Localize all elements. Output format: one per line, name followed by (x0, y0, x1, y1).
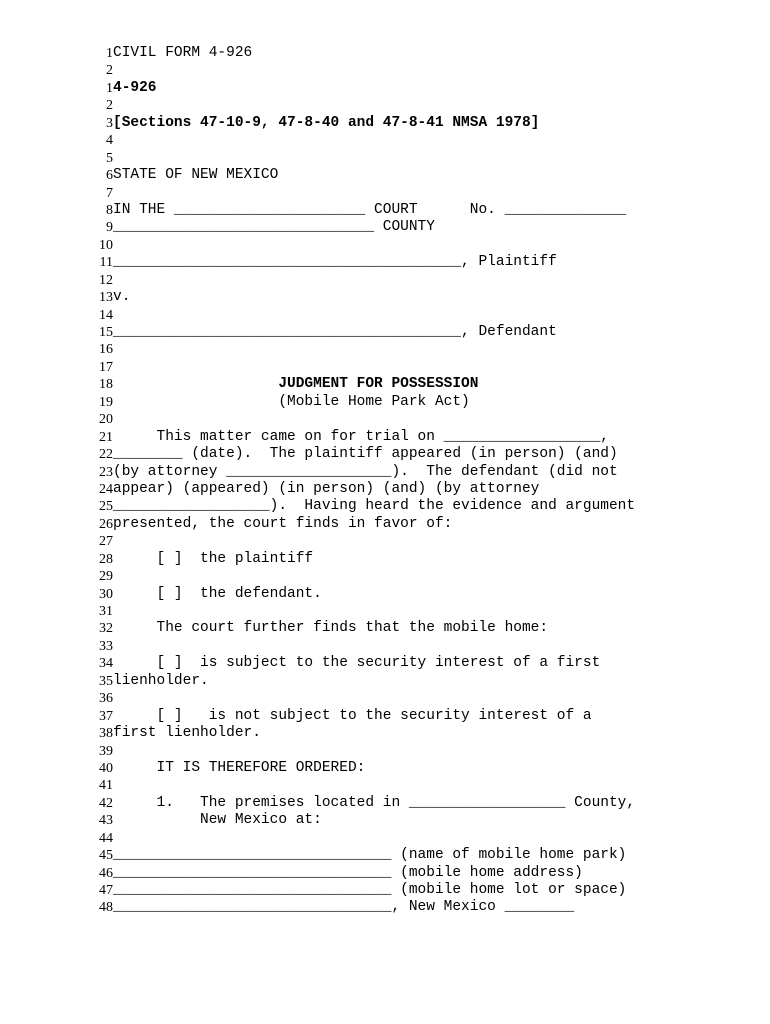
form-line (0, 254, 770, 271)
line-number: 33 (99, 638, 113, 654)
line-number: 4 (106, 133, 113, 149)
line-text: __________________). Having heard the evidence and argument (113, 498, 636, 515)
form-line (0, 289, 770, 306)
form-line (0, 725, 770, 742)
line-number: 9 (106, 220, 113, 236)
line-number: 15 (99, 325, 113, 340)
form-line (0, 359, 770, 376)
form-line (0, 638, 770, 655)
line-text: first lienholder. (113, 725, 261, 742)
line-number: 37 (99, 708, 113, 724)
form-line (0, 429, 770, 446)
form-line (0, 185, 770, 202)
form-line (0, 882, 770, 899)
line-number: 2 (106, 98, 113, 114)
form-line (0, 620, 770, 637)
form-line (0, 865, 770, 882)
line-number: 34 (99, 656, 113, 672)
form-line (0, 812, 770, 829)
line-text: IN THE ______________________ COURT No. ______________ (113, 201, 627, 218)
line-text: lienholder. (113, 672, 209, 689)
line-number: 19 (99, 394, 113, 410)
form-line (0, 586, 770, 603)
line-number: 46 (99, 865, 113, 881)
line-number: 18 (99, 377, 113, 393)
line-text: (by attorney ___________________). The defendant (did not (113, 463, 618, 480)
form-line (0, 80, 770, 97)
form-line (0, 464, 770, 481)
line-text: The court further finds that the mobile home: (113, 620, 549, 637)
form-line (0, 690, 770, 707)
line-number: 44 (99, 830, 113, 846)
form-line (0, 533, 770, 550)
line-number: 45 (99, 848, 113, 864)
line-text: ________________________________ (name of mobile home park) (113, 847, 627, 864)
line-number: 1 (106, 46, 113, 61)
line-text: 1. The premises located in __________________ County, (113, 794, 636, 811)
line-text: ________ (date). The plaintiff appeared (in person) (and) (113, 446, 618, 463)
line-text: ________________________________________, Plaintiff (113, 254, 557, 271)
line-number: 39 (99, 743, 113, 759)
line-number: 10 (99, 237, 113, 253)
form-line (0, 568, 770, 585)
form-line (0, 795, 770, 812)
line-number: 30 (99, 586, 113, 602)
form-line (0, 655, 770, 672)
form-line (0, 743, 770, 760)
form-line (0, 708, 770, 725)
form-line (0, 830, 770, 847)
form-line (0, 446, 770, 463)
form-line (0, 202, 770, 219)
line-number: 5 (106, 150, 113, 166)
line-number: 48 (99, 900, 113, 916)
line-number: 40 (99, 760, 113, 776)
form-line (0, 516, 770, 533)
line-number: 6 (106, 168, 113, 184)
form-line (0, 777, 770, 794)
line-number: 28 (99, 551, 113, 567)
line-number: 22 (99, 447, 113, 463)
form-line (0, 847, 770, 864)
line-number: 35 (99, 673, 113, 689)
line-text: This matter came on for trial on __________________, (113, 428, 609, 445)
form-line (0, 272, 770, 289)
line-text: [Sections 47-10-9, 47-8-40 and 47-8-41 NMSA 1978] (113, 114, 540, 131)
line-number: 1 (106, 80, 113, 96)
form-line (0, 115, 770, 132)
form-line (0, 603, 770, 620)
line-number: 17 (99, 359, 113, 375)
line-number: 2 (106, 63, 113, 79)
line-text: [ ] the defendant. (113, 585, 322, 602)
line-text: 4-926 (113, 79, 157, 96)
form-line (0, 307, 770, 324)
line-number: 7 (106, 185, 113, 201)
line-number: 31 (99, 604, 113, 619)
line-text: STATE OF NEW MEXICO (113, 167, 279, 184)
line-text: v. (113, 289, 131, 306)
line-text: IT IS THEREFORE ORDERED: (113, 759, 366, 776)
form-line (0, 394, 770, 411)
form-line (0, 219, 770, 236)
line-text: New Mexico at: (113, 812, 322, 829)
line-number: 41 (99, 778, 113, 794)
form-line (0, 132, 770, 149)
line-text: presented, the court finds in favor of: (113, 515, 453, 532)
line-number: 47 (99, 883, 113, 898)
line-number: 27 (99, 534, 113, 550)
line-number: 20 (99, 412, 113, 428)
line-number: 12 (99, 272, 113, 288)
form-line (0, 760, 770, 777)
line-number: 11 (99, 255, 113, 271)
form-line (0, 673, 770, 690)
form-body (0, 45, 770, 917)
form-line (0, 411, 770, 428)
line-text: [ ] is not subject to the security interest of a (113, 707, 592, 724)
line-number: 24 (99, 481, 113, 497)
line-text: ________________________________ (mobile home address) (113, 864, 583, 881)
line-text: [ ] is subject to the security interest of a first (113, 655, 601, 672)
line-text: ________________________________________, Defendant (113, 324, 557, 340)
form-line (0, 150, 770, 167)
line-number: 13 (99, 290, 113, 306)
line-number: 26 (99, 516, 113, 532)
line-number: 3 (106, 115, 113, 131)
form-line (0, 481, 770, 498)
line-number: 8 (106, 202, 113, 218)
form-line (0, 237, 770, 254)
line-number: 25 (99, 499, 113, 515)
form-line (0, 97, 770, 114)
form-line (0, 45, 770, 62)
line-number: 14 (99, 307, 113, 323)
line-text: ________________________________ (mobile home lot or space) (113, 882, 627, 898)
line-text: (Mobile Home Park Act) (113, 393, 470, 410)
form-line (0, 324, 770, 341)
form-line (0, 376, 770, 393)
form-line (0, 62, 770, 79)
line-text: appear) (appeared) (in person) (and) (by attorney (113, 480, 540, 497)
line-number: 16 (99, 342, 113, 358)
line-text: CIVIL FORM 4-926 (113, 45, 253, 61)
line-number: 29 (99, 569, 113, 585)
line-text: ________________________________, New Mexico ________ (113, 899, 575, 916)
form-line (0, 498, 770, 515)
line-number: 36 (99, 691, 113, 707)
line-number: 38 (99, 726, 113, 742)
form-line (0, 899, 770, 916)
line-text: JUDGMENT FOR POSSESSION (113, 376, 479, 393)
form-line (0, 551, 770, 568)
form-line (0, 167, 770, 184)
form-line (0, 341, 770, 358)
line-number: 23 (99, 464, 113, 480)
line-number: 21 (99, 429, 113, 445)
line-number: 42 (99, 795, 113, 811)
line-text: ______________________________ COUNTY (113, 219, 435, 236)
line-number: 32 (99, 621, 113, 637)
line-number: 43 (99, 813, 113, 829)
line-text: [ ] the plaintiff (113, 550, 314, 567)
